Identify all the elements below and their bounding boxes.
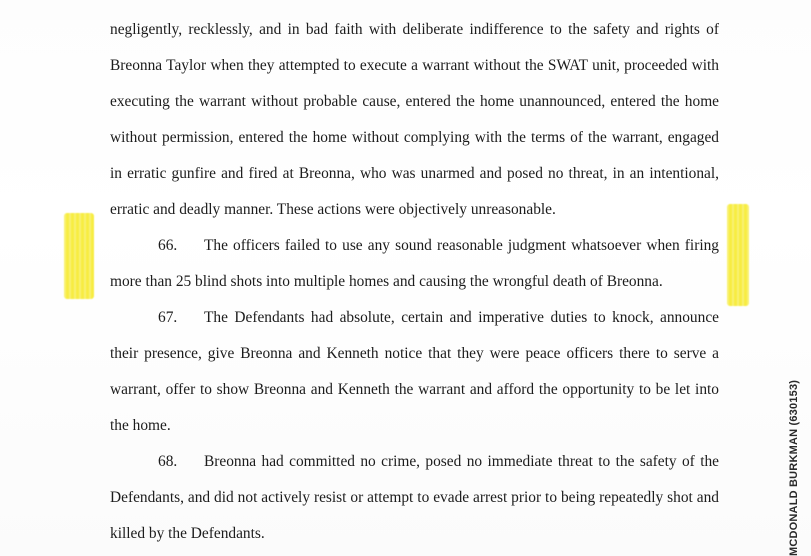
side-stamp: MCDONALD BURKMAN (630153) <box>788 379 800 556</box>
text-line: killed by the Defendants. <box>110 525 265 542</box>
text-line: their presence, give Breonna and Kenneth notice that they were peace officers there to serve a <box>110 345 719 362</box>
text-line: warrant, offer to show Breonna and Kenneth the warrant and afford the opportunity to be let into <box>110 381 719 398</box>
paragraph-text: Breonna had committed no crime, posed no immediate threat to the safety of the <box>204 453 719 470</box>
text-line: Defendants, and did not actively resist or attempt to evade arrest prior to being repeatedly shot and <box>110 489 719 506</box>
highlighter-mark-left <box>64 213 94 299</box>
paragraph-text: The officers failed to use any sound reasonable judgment whatsoever when firing <box>204 237 719 254</box>
text-line: executing the warrant without probable cause, entered the home unannounced, entered the home <box>110 93 719 110</box>
text-line: negligently, recklessly, and in bad faith with deliberate indifference to the safety and rights of <box>110 21 719 38</box>
text-line: Breonna Taylor when they attempted to execute a warrant without the SWAT unit, proceeded with <box>110 57 719 74</box>
text-line: erratic and deadly manner. These actions were objectively unreasonable. <box>110 201 556 218</box>
text-line: in erratic gunfire and fired at Breonna, who was unarmed and posed no threat, in an intentional, <box>110 165 719 182</box>
paragraph-66-first-line <box>110 236 719 256</box>
paragraph-number: 68. <box>158 453 178 470</box>
paragraph-67-first-line <box>110 308 719 328</box>
paragraph-number: 66. <box>158 237 178 254</box>
paragraph-text: The Defendants had absolute, certain and imperative duties to knock, announce <box>204 309 719 326</box>
paragraph-68-first-line <box>110 452 719 472</box>
text-line: more than 25 blind shots into multiple homes and causing the wrongful death of Breonna. <box>110 273 663 290</box>
text-line: without permission, entered the home without complying with the terms of the warrant, engaged <box>110 129 719 146</box>
paragraph-number: 67. <box>158 309 178 326</box>
highlighter-mark-right <box>727 204 749 306</box>
text-line: the home. <box>110 417 171 434</box>
